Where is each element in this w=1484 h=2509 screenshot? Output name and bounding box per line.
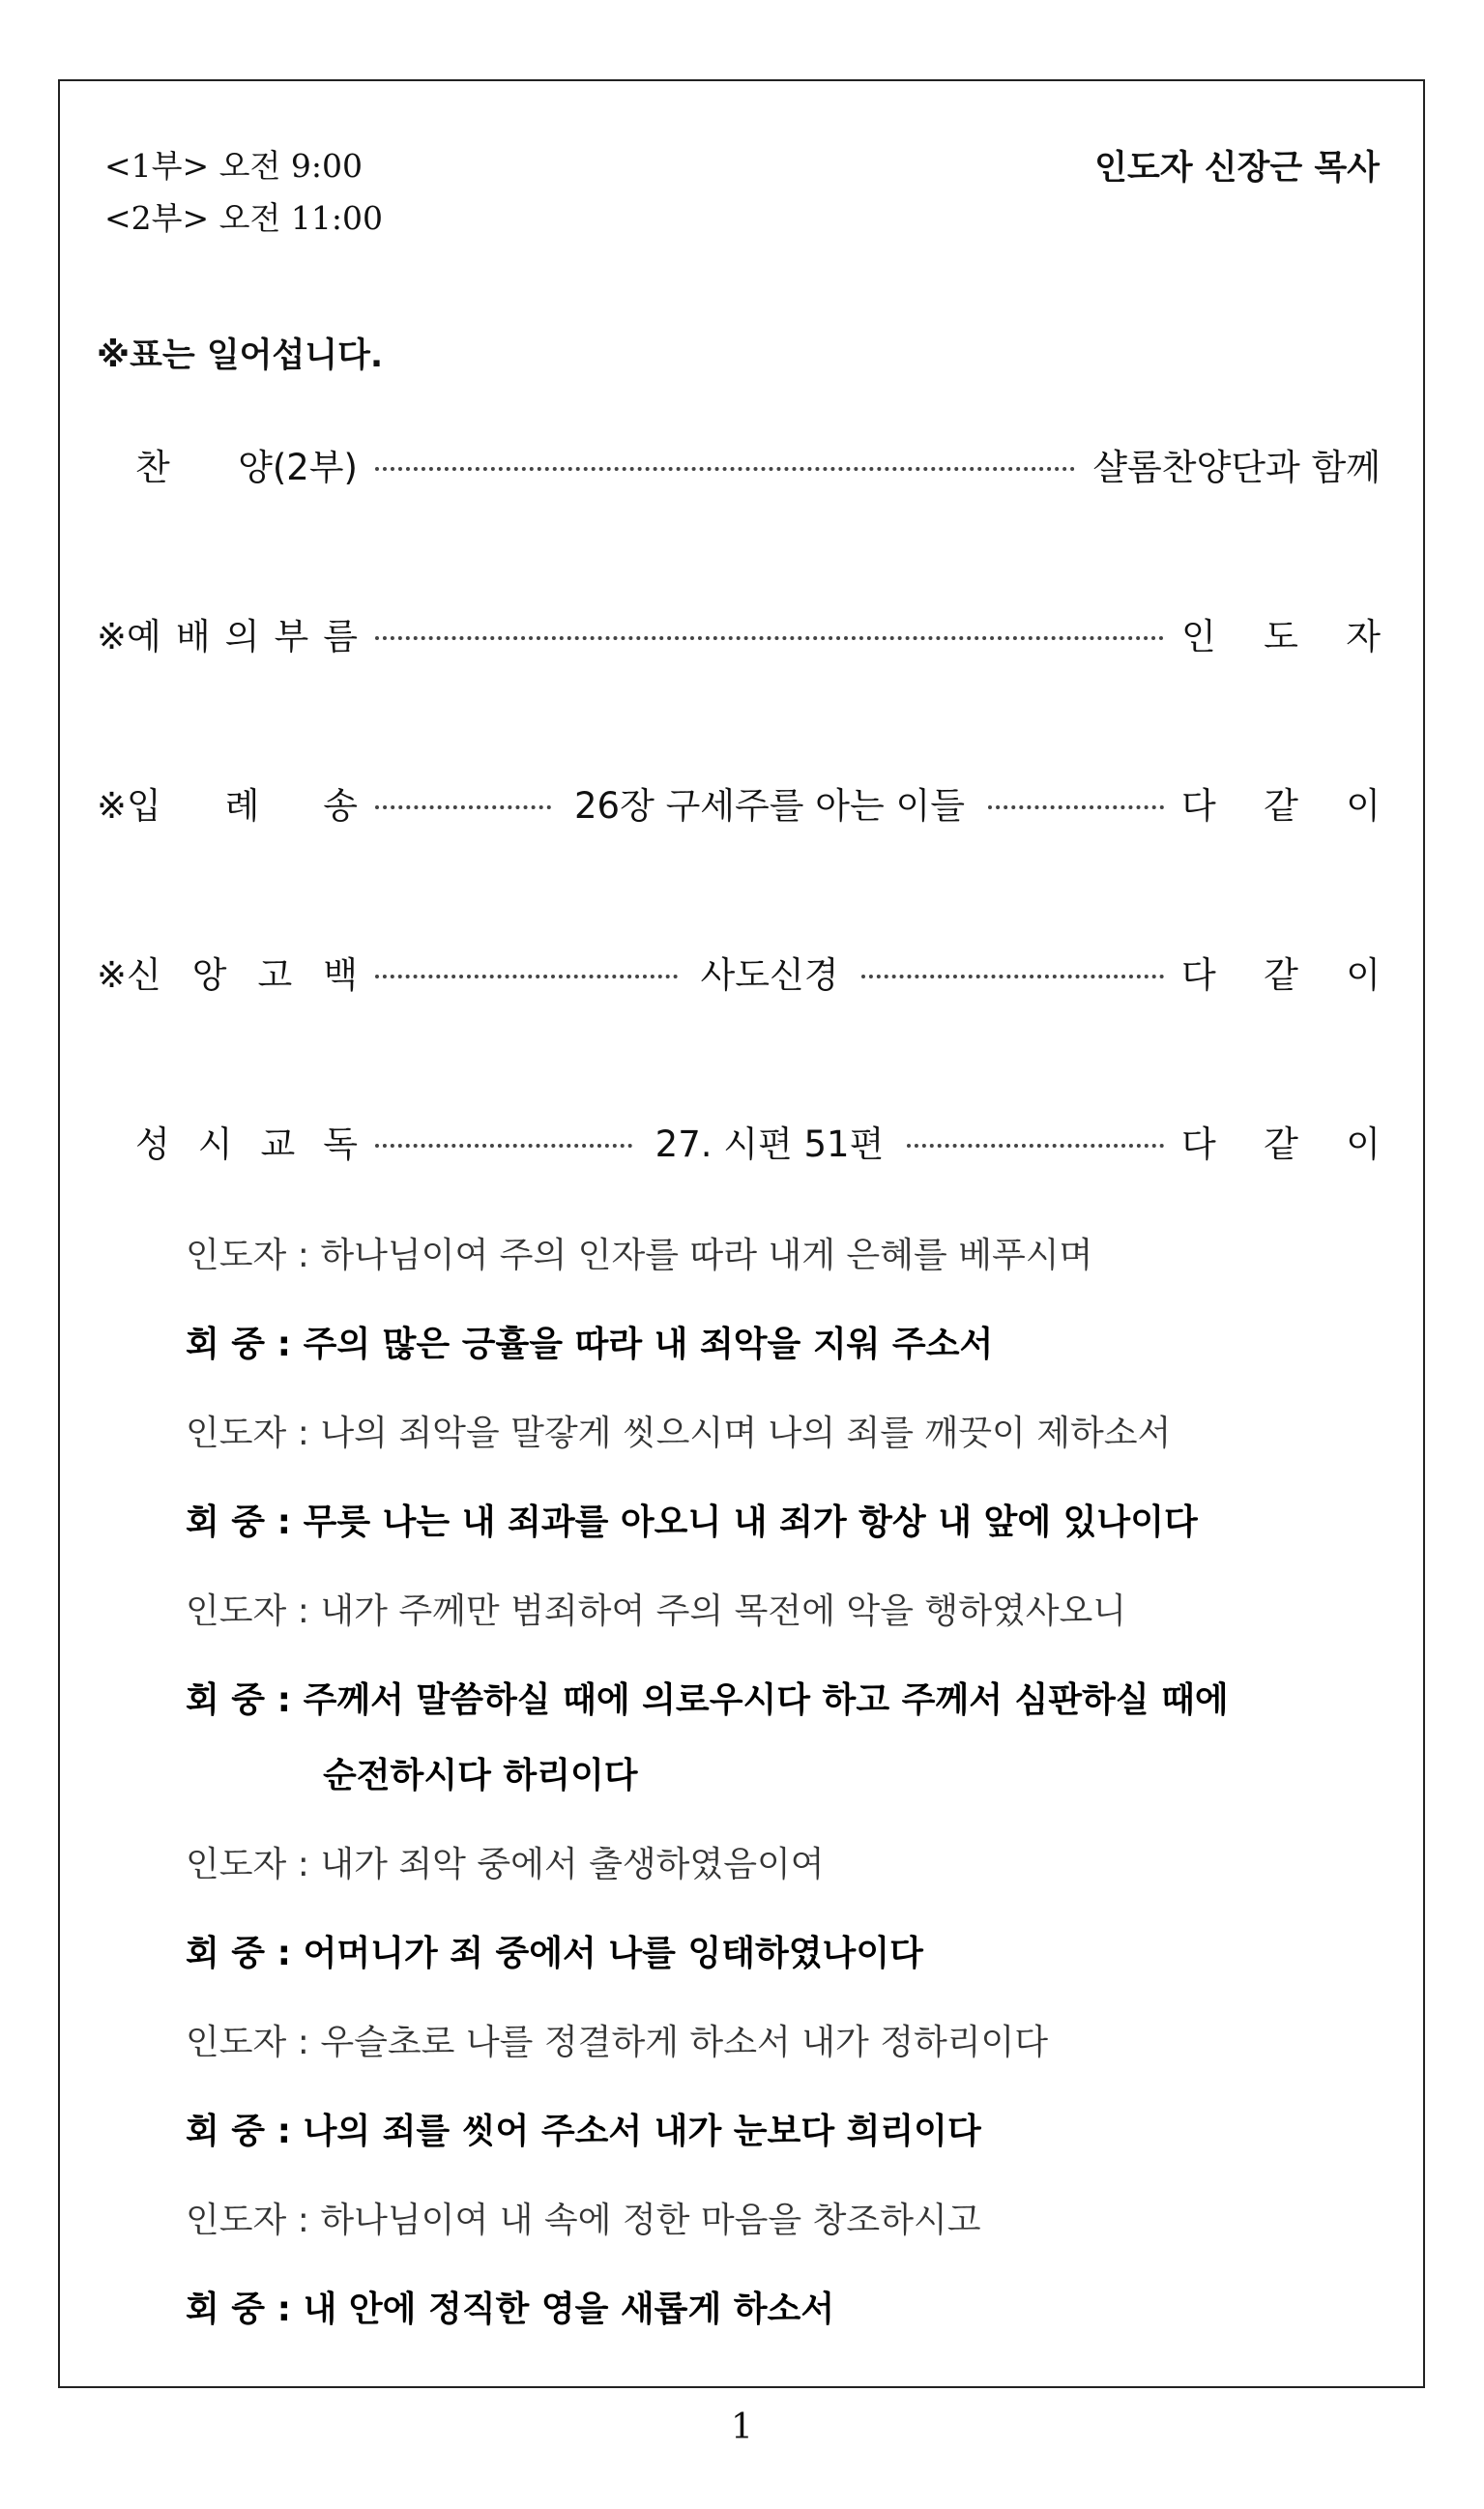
order-right: 다 같 이: [1181, 1123, 1382, 1165]
leader-dots: [375, 467, 1075, 471]
order-label: ※신 앙 고 백: [97, 954, 358, 996]
leader-dots: [861, 975, 1164, 978]
reading-line: 인도자 : 내가 죄악 중에서 출생하였음이여: [186, 1845, 825, 1884]
reading-line: 인도자 : 나의 죄악을 말갛게 씻으시며 나의 죄를 깨끗이 제하소서: [186, 1414, 1172, 1453]
speaker: 인도자 :: [186, 1591, 321, 1631]
reading-line: 회 중 : 나의 죄를 씻어 주소서 내가 눈보다 희리이다: [186, 2112, 981, 2151]
order-right: 다 같 이: [1181, 954, 1381, 996]
reading-line: 회 중 : 어머니가 죄 중에서 나를 잉태하였나이다: [186, 1934, 923, 1973]
order-label: 찬 양(2부): [135, 447, 358, 488]
leader-dots: [375, 805, 551, 809]
speaker: 회 중 :: [186, 2112, 304, 2151]
leader-name: 인도자 신장근 목사: [1094, 149, 1380, 188]
leader-dots: [375, 1144, 632, 1148]
speaker: 인도자 :: [186, 2023, 321, 2062]
reading-line: 회 중 : 내 안에 정직한 영을 새롭게 하소서: [186, 2290, 835, 2329]
standing-note: ※표는 일어섭니다.: [97, 336, 384, 375]
service-time-2: <2부> 오전 11:00: [104, 199, 384, 237]
leader-dots: [375, 636, 1164, 640]
order-label: 성 시 교 독: [135, 1123, 358, 1165]
speaker: 인도자 :: [186, 1414, 321, 1453]
order-row-praise: [97, 435, 1381, 493]
speaker: 회 중 :: [186, 1325, 304, 1364]
order-middle: 사도신경: [700, 954, 839, 996]
leader-dots: [988, 805, 1164, 809]
page-number: 1: [731, 2407, 753, 2447]
order-right: 다 같 이: [1181, 785, 1382, 827]
reading-line: 회 중 : 무릇 나는 내 죄과를 아오니 내 죄가 항상 내 앞에 있나이다: [186, 1502, 1198, 1542]
reading-line: 인도자 : 하나님이여 주의 인자를 따라 내게 은혜를 베푸시며: [186, 1236, 1093, 1275]
order-row-creed: [97, 943, 1381, 1001]
order-middle: 26장 구세주를 아는 이들: [573, 785, 966, 827]
speaker: 인도자 :: [186, 2201, 321, 2240]
reading-line: 인도자 : 내가 주께만 범죄하여 주의 목전에 악을 행하였사오니: [186, 1591, 1127, 1631]
leader-dots: [907, 1144, 1164, 1148]
order-label: ※입 례 송: [97, 785, 358, 827]
reading-line-continuation: 순전하시다 하리이다: [323, 1756, 638, 1795]
leader-dots: [375, 975, 678, 978]
speaker: 회 중 :: [186, 2290, 304, 2329]
order-right: 인 도 자: [1181, 616, 1381, 657]
speaker: 회 중 :: [186, 1934, 304, 1973]
reading-line: 회 중 : 주의 많은 긍휼을 따라 내 죄악을 지워 주소서: [186, 1325, 994, 1364]
order-middle: 27. 시편 51편: [655, 1123, 885, 1165]
reading-line: 인도자 : 우슬초로 나를 정결하게 하소서 내가 정하리이다: [186, 2023, 1049, 2062]
order-right: 샬롬찬양단과 함께: [1092, 447, 1381, 488]
order-row-opening-hymn: [97, 773, 1381, 831]
speaker: 인도자 :: [186, 1236, 321, 1275]
reading-line: 인도자 : 하나님이여 내 속에 정한 마음을 창조하시고: [186, 2201, 981, 2240]
speaker: 회 중 :: [186, 1502, 304, 1542]
service-time-1: <1부> 오전 9:00: [104, 147, 364, 185]
reading-line: 회 중 : 주께서 말씀하실 때에 의로우시다 하고 주께서 심판하실 때에: [186, 1680, 1229, 1720]
speaker: 회 중 :: [186, 1680, 304, 1720]
order-label: ※예 배 의 부 름: [97, 616, 358, 657]
order-row-call-to-worship: [97, 604, 1381, 662]
speaker: 인도자 :: [186, 1845, 321, 1884]
order-row-responsive-reading: [97, 1112, 1381, 1170]
